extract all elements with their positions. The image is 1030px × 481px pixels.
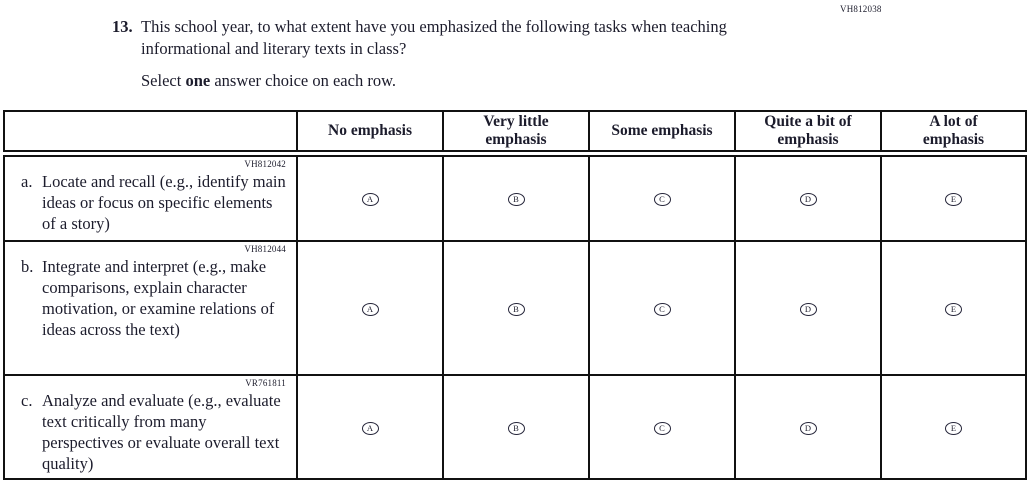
table-row-a xyxy=(4,153,1026,241)
column-header-no-emphasis xyxy=(297,111,443,153)
column-header-line: Some emphasis xyxy=(611,121,713,139)
option-bubble-d[interactable]: D xyxy=(800,303,817,316)
row-letter: a. xyxy=(21,171,33,191)
row-label-line xyxy=(5,171,288,234)
option-cell[interactable] xyxy=(589,375,735,479)
option-bubble-c[interactable]: C xyxy=(654,303,671,316)
corner-cell xyxy=(4,111,297,153)
column-header-line: emphasis xyxy=(485,130,547,148)
column-header-line: emphasis xyxy=(777,130,839,148)
column-header-line: Very little xyxy=(483,112,549,130)
column-header-line: emphasis xyxy=(922,130,985,148)
item-code: VR761811 xyxy=(245,378,286,388)
option-bubble-e[interactable]: E xyxy=(945,193,962,206)
option-bubble-b[interactable]: B xyxy=(508,422,525,435)
table-row-b xyxy=(4,241,1026,375)
option-cell[interactable] xyxy=(589,241,735,375)
question-text: This school year, to what extent have you emphasized the following tasks when teaching informational and literary texts in class? xyxy=(141,17,727,58)
table-row-c xyxy=(4,375,1026,479)
column-header-some-emphasis xyxy=(589,111,735,153)
row-label: Locate and recall (e.g., identify main ideas or focus on specific elements of a story) xyxy=(42,171,286,233)
option-cell[interactable] xyxy=(881,153,1026,241)
option-bubble-b[interactable]: B xyxy=(508,193,525,206)
row-label-cell xyxy=(4,241,297,375)
option-cell[interactable] xyxy=(297,153,443,241)
question-block xyxy=(112,16,763,91)
question-row xyxy=(112,16,763,60)
option-cell[interactable] xyxy=(735,375,881,479)
option-bubble-c[interactable]: C xyxy=(654,193,671,206)
option-bubble-d[interactable]: D xyxy=(800,422,817,435)
row-label-line xyxy=(5,256,288,340)
option-bubble-a[interactable]: A xyxy=(362,422,379,435)
emphasis-matrix-table xyxy=(3,110,1027,480)
option-bubble-b[interactable]: B xyxy=(508,303,525,316)
form-code: VH812038 xyxy=(840,4,882,14)
row-letter: c. xyxy=(21,391,33,410)
column-header-quite-a-bit-of-emphasis xyxy=(735,111,881,153)
row-label-cell xyxy=(4,375,297,479)
option-cell[interactable] xyxy=(735,153,881,241)
option-bubble-e[interactable]: E xyxy=(945,422,962,435)
row-label: Analyze and evaluate (e.g., evaluate text critically from many perspectives or evaluate overall text quality) xyxy=(42,391,281,474)
column-header-line: A lot of xyxy=(929,112,978,130)
question-instruction xyxy=(141,71,763,91)
option-cell[interactable] xyxy=(297,375,443,479)
question-number: 13. xyxy=(112,17,133,36)
header-row xyxy=(4,111,1026,153)
row-label-cell xyxy=(4,153,297,241)
instruction-bold: one xyxy=(185,70,211,90)
column-header-line: No emphasis xyxy=(328,121,412,139)
item-code: VH812044 xyxy=(244,244,286,254)
option-bubble-a[interactable]: A xyxy=(362,303,379,316)
column-header-a-lot-of-emphasis xyxy=(881,111,1026,153)
option-bubble-d[interactable]: D xyxy=(800,193,817,206)
item-code: VH812042 xyxy=(244,158,286,169)
option-cell[interactable] xyxy=(443,375,589,479)
option-bubble-c[interactable]: C xyxy=(654,422,671,435)
option-cell[interactable] xyxy=(735,241,881,375)
column-header-line: Quite a bit of xyxy=(764,112,852,130)
option-cell[interactable] xyxy=(297,241,443,375)
option-bubble-a[interactable]: A xyxy=(362,193,379,206)
column-header-very-little-emphasis xyxy=(443,111,589,153)
instruction-post: answer choice on each row. xyxy=(210,70,397,90)
row-letter: b. xyxy=(21,257,34,276)
option-bubble-e[interactable]: E xyxy=(945,303,962,316)
option-cell[interactable] xyxy=(443,241,589,375)
row-label: Integrate and interpret (e.g., make comparisons, explain character motivation, or examine relations of ideas across the text) xyxy=(42,257,275,340)
instruction-pre: Select xyxy=(141,70,186,90)
option-cell[interactable] xyxy=(443,153,589,241)
option-cell[interactable] xyxy=(589,153,735,241)
row-label-line xyxy=(5,390,288,474)
option-cell[interactable] xyxy=(881,375,1026,479)
option-cell[interactable] xyxy=(881,241,1026,375)
